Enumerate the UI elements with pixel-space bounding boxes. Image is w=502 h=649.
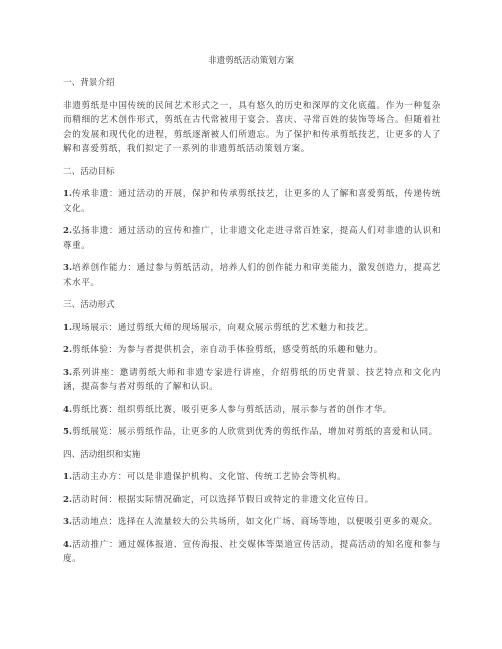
document-title: 非遗剪纸活动策划方案 bbox=[208, 56, 294, 66]
list-item bbox=[63, 425, 441, 440]
item-number: 1. bbox=[63, 189, 72, 199]
section-heading-organization: 四、活动组织和实施 bbox=[63, 449, 141, 460]
item-number: 3. bbox=[63, 367, 72, 378]
section-heading-format: 三、活动形式 bbox=[63, 300, 115, 310]
item-number: 4. bbox=[63, 404, 72, 415]
item-text: 活动主办方：可以是非遗保护机构、文化馆、传统工艺协会等机构。 bbox=[71, 472, 347, 482]
item-text: 剪纸展览：展示剪纸作品，让更多的人欣赏到优秀的剪纸作品，增加对剪纸的喜爱和认同。 bbox=[71, 427, 438, 437]
item-text: 系列讲座：邀请剪纸大师和非遗专家进行讲座，介绍剪纸的历史背景、技艺特点和文化内涵，提高参与者对剪纸的了解和认识。 bbox=[63, 367, 441, 392]
list-item bbox=[63, 515, 441, 530]
list-item bbox=[63, 403, 441, 418]
list-item bbox=[63, 224, 441, 253]
item-number: 2. bbox=[63, 345, 72, 355]
item-text: 活动推广：通过媒体报道、宣传海报、社交媒体等渠道宣传活动，提高活动的知名度和参与度。 bbox=[63, 539, 441, 564]
list-item bbox=[63, 343, 441, 358]
list-item bbox=[63, 321, 441, 336]
item-number: 5. bbox=[63, 427, 72, 437]
list-item bbox=[63, 538, 441, 567]
item-text: 剪纸体验：为参与者提供机会，亲自动手体验剪纸，感受剪纸的乐趣和魅力。 bbox=[71, 345, 383, 355]
item-text: 培养创作能力：通过参与剪纸活动，培养人们的创作能力和审美能力，激发创造力，提高艺术水平。 bbox=[63, 263, 441, 288]
item-number: 3. bbox=[63, 517, 72, 527]
item-text: 传承非遗：通过活动的开展，保护和传承剪纸技艺，让更多的人了解和喜爱剪纸，传递传统文化。 bbox=[63, 189, 441, 214]
list-item bbox=[63, 187, 441, 216]
item-text: 现场展示：通过剪纸大师的现场展示，向观众展示剪纸的艺术魅力和技艺。 bbox=[71, 322, 374, 333]
item-text: 弘扬非遗：通过活动的宣传和推广，让非遗文化走进寻常百姓家，提高人们对非遗的认识和尊重。 bbox=[63, 226, 441, 251]
section-heading-background: 一、背景介绍 bbox=[63, 78, 115, 88]
list-item bbox=[63, 470, 441, 485]
item-number: 2. bbox=[63, 494, 72, 505]
item-number: 1. bbox=[63, 322, 72, 333]
item-text: 活动地点：选择在人流量较大的公共场所，如文化广场、商场等地，以便吸引更多的观众。 bbox=[71, 517, 438, 527]
list-item bbox=[63, 493, 441, 508]
list-item bbox=[63, 261, 441, 290]
background-paragraph: 非遗剪纸是中国传统的民间艺术形式之一，具有悠久的历史和深厚的文化底蕴。作为一种复杂而精细的艺术创作形式，剪纸在古代常被用于宴会、喜庆、寻常百姓的装饰等场合。但随着社会的发展和现代化的进程，剪纸逐渐被人们所遗忘。为了保护和传承剪纸技艺，让更多的人了解和喜爱剪纸，我们拟定了一系列的非遗剪纸活动策划方案。 bbox=[63, 100, 441, 154]
item-number: 2. bbox=[63, 226, 72, 236]
item-number: 3. bbox=[63, 263, 72, 273]
item-number: 4. bbox=[63, 539, 72, 550]
section-heading-goals: 二、活动目标 bbox=[63, 166, 115, 177]
item-text: 活动时间：根据实际情况确定，可以选择节假日或特定的非遗文化宣传日。 bbox=[71, 494, 374, 505]
item-text: 剪纸比赛：组织剪纸比赛，吸引更多人参与剪纸活动，展示参与者的创作才华。 bbox=[71, 404, 393, 415]
document-body bbox=[63, 76, 441, 575]
item-number: 1. bbox=[63, 472, 72, 482]
list-item bbox=[63, 366, 441, 395]
